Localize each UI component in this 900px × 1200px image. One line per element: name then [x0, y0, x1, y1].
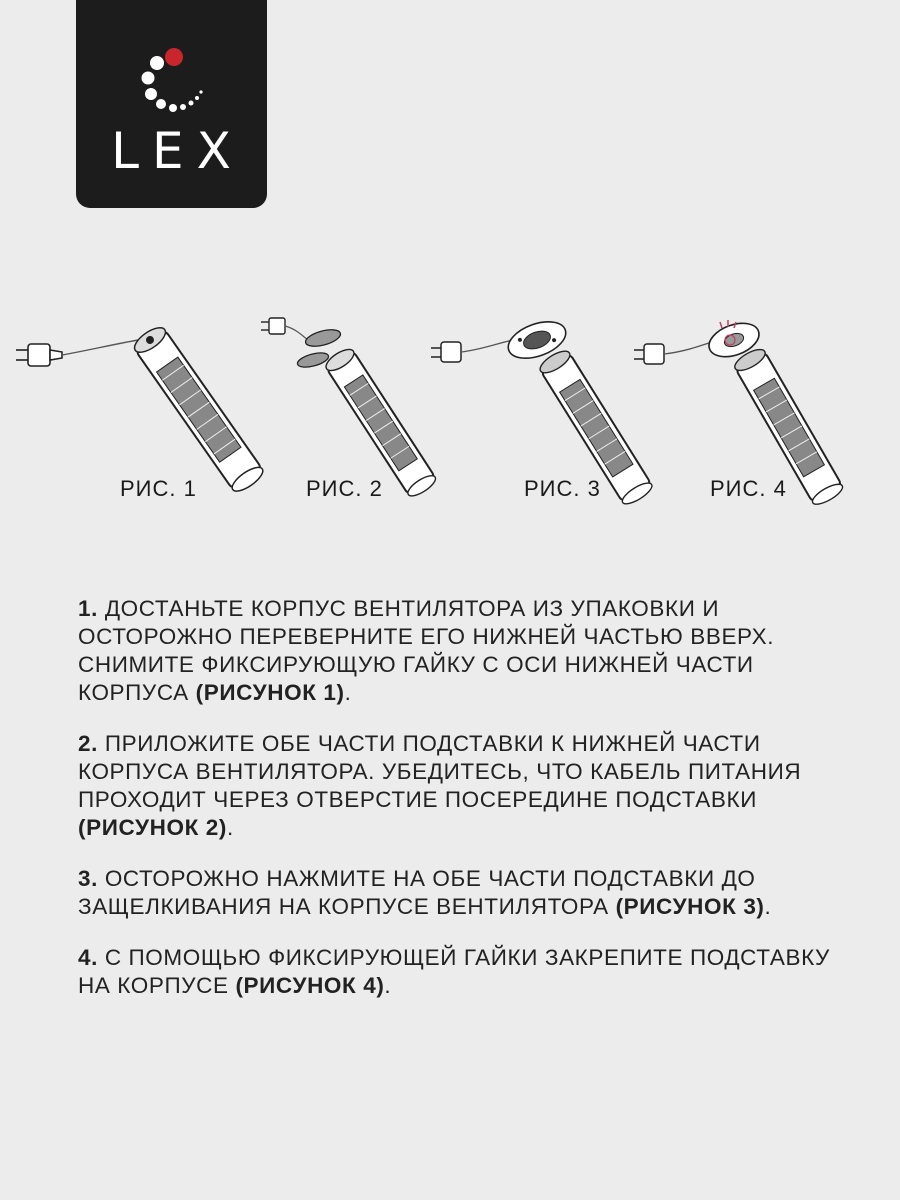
step-text: ОСТОРОЖНО НАЖМИТЕ НА ОБЕ ЧАСТИ ПОДСТАВКИ ДО ЗАЩЕЛКИВАНИЯ НА КОРПУСЕ ВЕНТИЛЯТОРА [78, 866, 756, 919]
figure-2-caption: РИС. 2 [306, 476, 383, 501]
step-end: . [344, 680, 352, 705]
step-number: 3. [78, 866, 98, 891]
step-end: . [384, 973, 392, 998]
step-figure-ref: (РИСУНОК 3) [615, 894, 765, 919]
step-text: ДОСТАНЬТЕ КОРПУС ВЕНТИЛЯТОРА ИЗ УПАКОВКИ И ОСТОРОЖНО ПЕРЕВЕРНИТЕ ЕГО НИЖНЕЙ ЧАСТЬЮ ВВЕРХ. СНИМИТЕ ФИКСИРУЮЩУЮ ГАЙКУ С ОСИ НИЖНЕЙ ЧАСТИ КОРПУСА [78, 596, 775, 705]
logo-text: LEX [111, 122, 244, 180]
step-text: С ПОМОЩЬЮ ФИКСИРУЮЩЕЙ ГАЙКИ ЗАКРЕПИТЕ ПОДСТАВКУ НА КОРПУСЕ [78, 945, 830, 998]
step-number: 1. [78, 596, 98, 621]
step-3 [78, 865, 858, 921]
step-figure-ref: (РИСУНОК 1) [195, 680, 345, 705]
step-4 [78, 944, 858, 1000]
figure-4-caption: РИС. 4 [710, 476, 787, 501]
step-text: ПРИЛОЖИТЕ ОБЕ ЧАСТИ ПОДСТАВКИ К НИЖНЕЙ ЧАСТИ КОРПУСА ВЕНТИЛЯТОРА. УБЕДИТЕСЬ, ЧТО КАБЕЛЬ ПИТАНИЯ ПРОХОДИТ ЧЕРЕЗ ОТВЕРСТИЕ ПОСЕРЕДИНЕ ПОДСТАВКИ [78, 731, 802, 812]
step-number: 4. [78, 945, 98, 970]
figure-1-caption: РИС. 1 [120, 476, 197, 501]
step-end: . [226, 815, 234, 840]
step-figure-ref: (РИСУНОК 4) [235, 973, 385, 998]
logo-dots-icon [76, 0, 267, 120]
step-1 [78, 595, 858, 707]
figure-3-caption: РИС. 3 [524, 476, 601, 501]
assembly-instructions [78, 595, 858, 1023]
step-end: . [764, 894, 772, 919]
step-2 [78, 730, 858, 842]
logo-red-dot [165, 48, 183, 66]
step-number: 2. [78, 731, 98, 756]
step-figure-ref: (РИСУНОК 2) [78, 815, 227, 840]
brand-logo [76, 0, 267, 208]
